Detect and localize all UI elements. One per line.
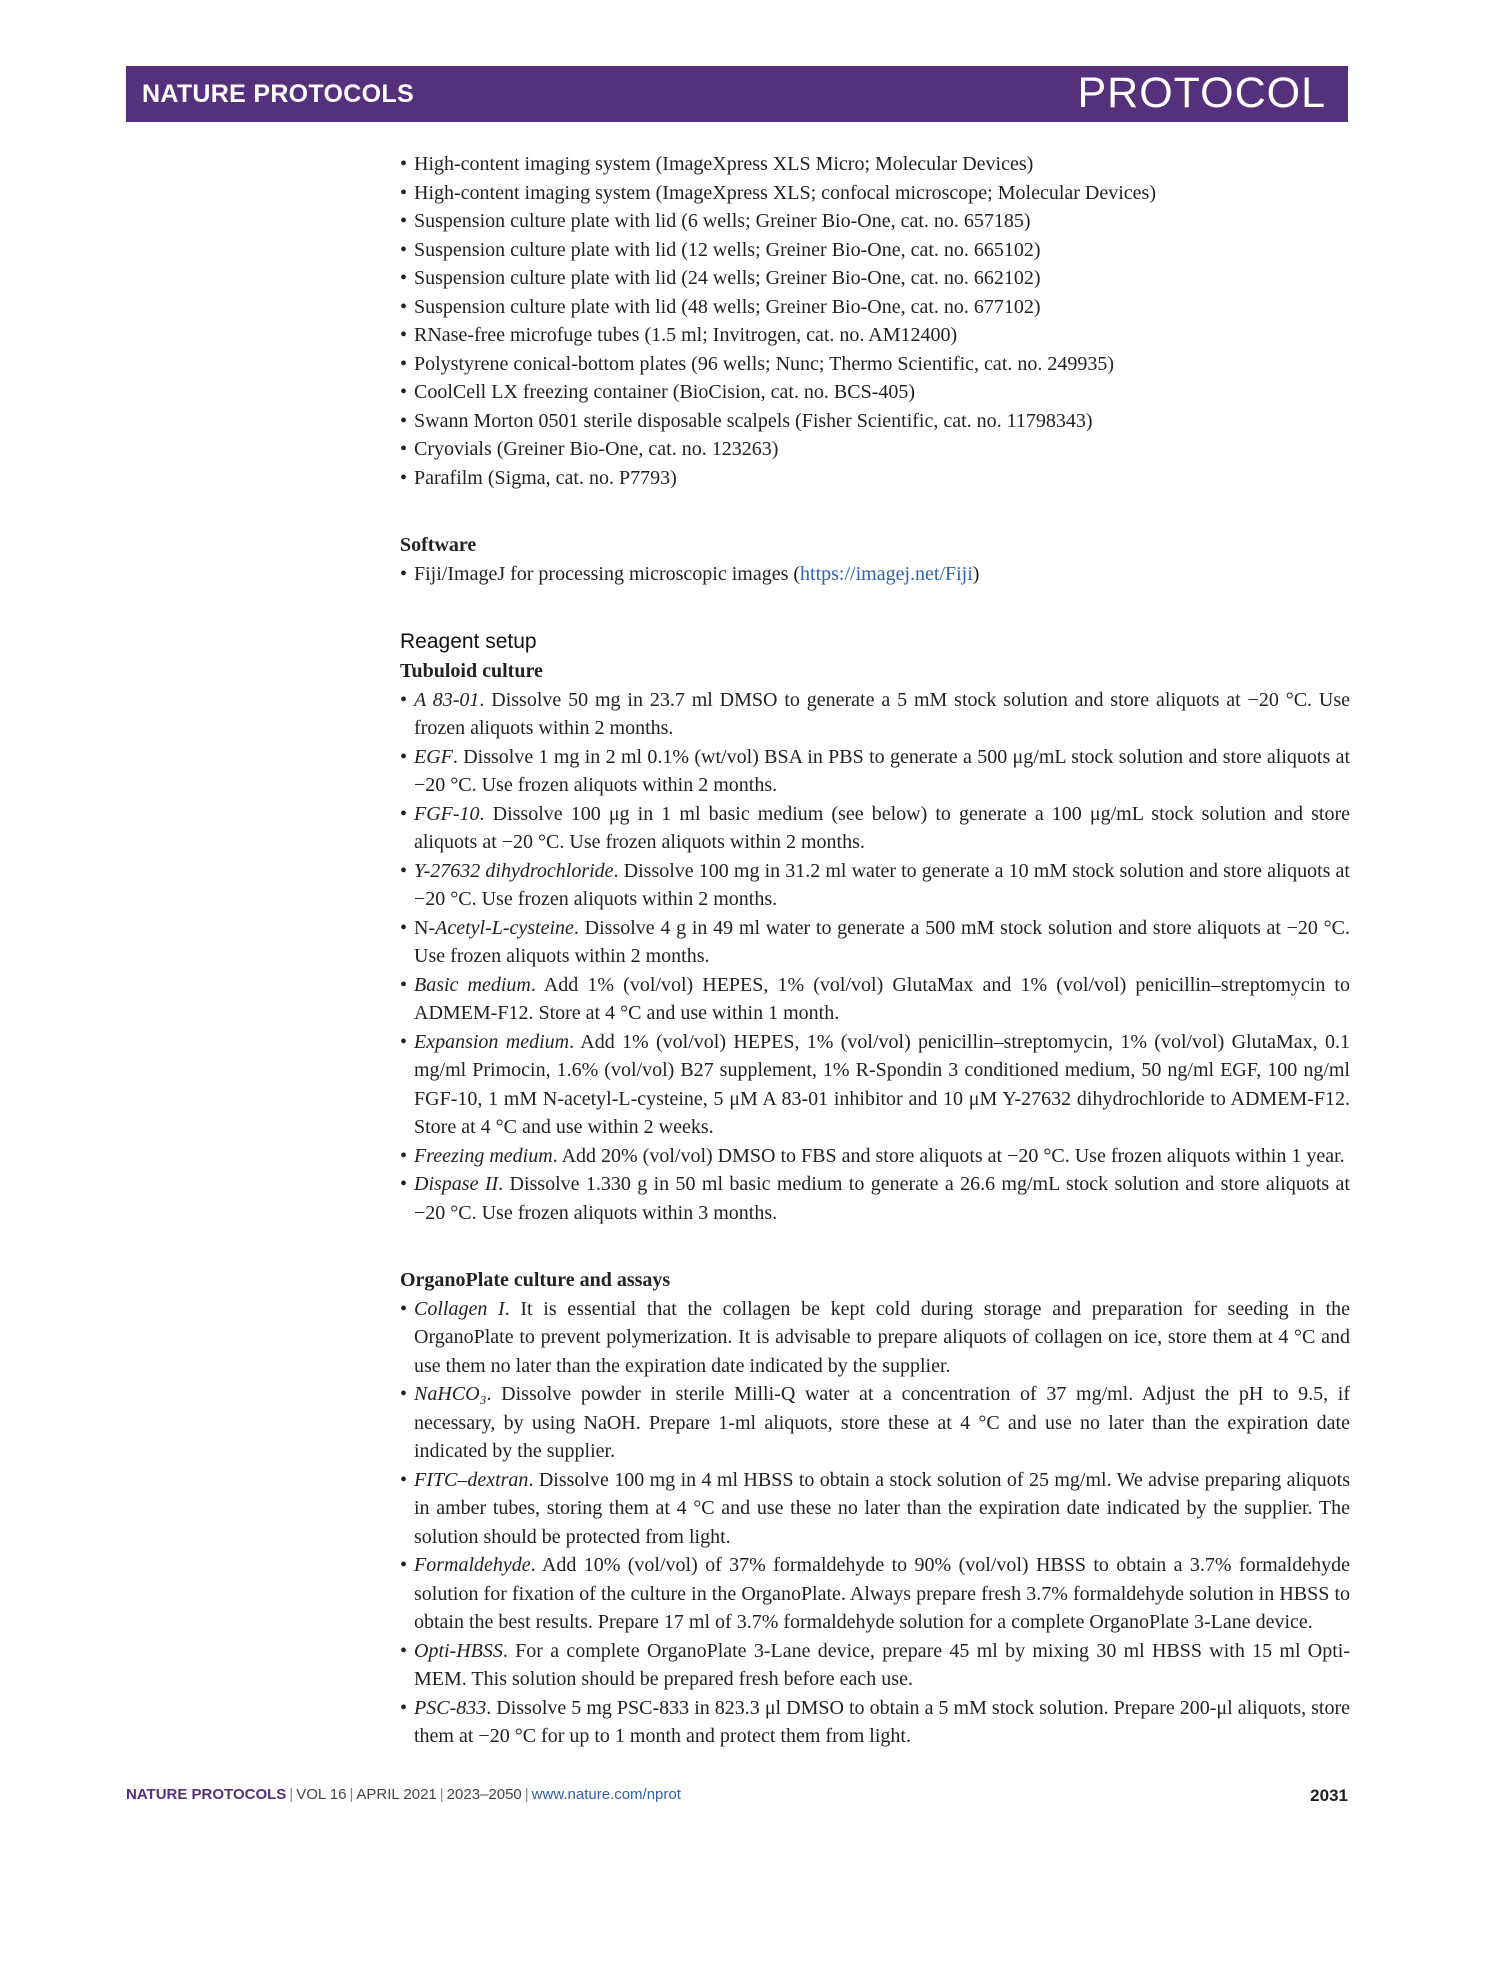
- reagent-item: [400, 686, 1350, 743]
- reagent-description: . Dissolve 100 mg in 4 ml HBSS to obtain a stock solution of 25 mg/ml. We advise preparing aliquots in amber tubes, storing them at 4 °C and use these no later than the expiration date indicated by the supplier. The solution should be protected from light.: [414, 1468, 1350, 1548]
- page-number: 2031: [1310, 1786, 1348, 1805]
- reagent-item: [400, 1380, 1350, 1466]
- reagent-name: Collagen I: [414, 1297, 505, 1320]
- reagent-item: [400, 1551, 1350, 1637]
- reagent-name: Freezing medium: [414, 1144, 553, 1167]
- tubuloid-reagent-list: [400, 686, 1350, 1228]
- reagent-name: NaHCO₃: [414, 1383, 487, 1405]
- reagent-description: . Add 10% (vol/vol) of 37% formaldehyde to 90% (vol/vol) HBSS to obtain a 3.7% formaldehyde solution for fixation of the culture in the OrganoPlate. Always prepare fresh 3.7% formaldehyde solution in HBSS to obtain the best results. Prepare 17 ml of 3.7% formaldehyde solution for a complete OrganoPlate 3-Lane device.: [414, 1554, 1350, 1633]
- fiji-link[interactable]: https://imagej.net/Fiji: [800, 562, 973, 585]
- organoplate-reagent-list: [400, 1295, 1350, 1751]
- equipment-list: [400, 150, 1350, 492]
- reagent-description: . For a complete OrganoPlate 3-Lane device, prepare 45 ml by mixing 30 ml HBSS with 15 ml Opti-MEM. This solution should be prepared fresh before each use.: [414, 1639, 1350, 1690]
- reagent-item: • N-Acetyl-L-cysteine. Dissolve 4 g in 49 ml water to generate a 500 mM stock solution and store aliquots at −20 °C. Use frozen aliquots within 2 months.: [400, 914, 1350, 971]
- footer-date: APRIL 2021: [356, 1786, 437, 1803]
- list-item: • RNase-free microfuge tubes (1.5 ml; Invitrogen, cat. no. AM12400): [400, 321, 1350, 350]
- footer-journal: NATURE PROTOCOLS: [126, 1786, 287, 1803]
- reagent-description: . Dissolve powder in sterile Milli-Q water at a concentration of 37 mg/ml. Adjust the pH to 9.5, if necessary, by using NaOH. Prepare 1-ml aliquots, store these at 4 °C and use no later than the expiration date indicated by the supplier.: [414, 1383, 1350, 1462]
- article-type: PROTOCOL: [1077, 69, 1326, 117]
- reagent-name: A 83-01: [414, 688, 480, 711]
- reagent-name: Basic medium: [414, 973, 531, 996]
- footer-volume: VOL 16: [296, 1786, 347, 1803]
- list-item: • Suspension culture plate with lid (12 wells; Greiner Bio-One, cat. no. 665102): [400, 236, 1350, 265]
- reagent-description: . Dissolve 1 mg in 2 ml 0.1% (wt/vol) BSA in PBS to generate a 500 μg/mL stock solution and store aliquots at −20 °C. Use frozen aliquots within 2 months.: [414, 745, 1350, 796]
- reagent-name: Acetyl-L-cysteine: [435, 916, 574, 939]
- reagent-item: [400, 1694, 1350, 1751]
- footer-url[interactable]: www.nature.com/nprot: [531, 1786, 681, 1803]
- list-item: • Suspension culture plate with lid (24 wells; Greiner Bio-One, cat. no. 662102): [400, 264, 1350, 293]
- journal-name: NATURE PROTOCOLS: [142, 80, 414, 108]
- list-item: • Fiji/ImageJ for processing microscopic images (https://imagej.net/Fiji): [400, 560, 1350, 589]
- organoplate-heading: OrganoPlate culture and assays: [400, 1269, 671, 1291]
- list-item: • High-content imaging system (ImageXpress XLS Micro; Molecular Devices): [400, 150, 1350, 179]
- list-item: • Suspension culture plate with lid (6 wells; Greiner Bio-One, cat. no. 657185): [400, 207, 1350, 236]
- header-banner: [126, 66, 1348, 122]
- reagent-setup-heading: Reagent setup: [400, 630, 537, 653]
- reagent-description: . Add 20% (vol/vol) DMSO to FBS and store aliquots at −20 °C. Use frozen aliquots within 1 year.: [552, 1144, 1345, 1167]
- reagent-name: Opti-HBSS: [414, 1639, 503, 1662]
- reagent-name: PSC-833: [414, 1696, 487, 1719]
- reagent-item: [400, 857, 1350, 914]
- reagent-description: . Dissolve 100 μg in 1 ml basic medium (see below) to generate a 100 μg/mL stock solution and store aliquots at −20 °C. Use frozen aliquots within 2 months.: [414, 802, 1350, 853]
- reagent-item: [400, 1637, 1350, 1694]
- list-item: • CoolCell LX freezing container (BioCision, cat. no. BCS-405): [400, 378, 1350, 407]
- reagent-item: [400, 1295, 1350, 1381]
- article-body: [400, 150, 1350, 1751]
- reagent-item: [400, 1142, 1350, 1171]
- reagent-description: . Add 1% (vol/vol) HEPES, 1% (vol/vol) penicillin–streptomycin, 1% (vol/vol) GlutaMax, 0.1 mg/ml Primocin, 1.6% (vol/vol) B27 supplement, 1% R-Spondin 3 conditioned medium, 50 ng/ml EGF, 100 ng/ml FGF-10, 1 mM N-acetyl-L-cysteine, 5 μM A 83-01 inhibitor and 10 μM Y-27632 dihydrochloride to ADMEM-F12. Store at 4 °C and use within 2 weeks.: [414, 1030, 1350, 1138]
- tubuloid-heading: Tubuloid culture: [400, 660, 543, 682]
- reagent-name: FGF-10: [414, 802, 480, 825]
- reagent-name: Dispase II: [414, 1173, 499, 1195]
- reagent-item: [400, 971, 1350, 1028]
- list-item: • Suspension culture plate with lid (48 wells; Greiner Bio-One, cat. no. 677102): [400, 293, 1350, 322]
- reagent-name: Y-27632 dihydrochloride: [414, 859, 614, 882]
- software-heading: Software: [400, 534, 477, 556]
- list-item: • Swann Morton 0501 sterile disposable scalpels (Fisher Scientific, cat. no. 11798343): [400, 407, 1350, 436]
- reagent-item: [400, 1170, 1350, 1227]
- footer-pages: 2023–2050: [446, 1786, 522, 1803]
- reagent-description: . It is essential that the collagen be kept cold during storage and preparation for seeding in the OrganoPlate to prevent polymerization. It is advisable to prepare aliquots of collagen on ice, store them at 4 °C and use them no later than the expiration date indicated by the supplier.: [414, 1297, 1350, 1377]
- reagent-item: [400, 800, 1350, 857]
- reagent-item: [400, 1028, 1350, 1142]
- reagent-description: . Dissolve 1.330 g in 50 ml basic medium to generate a 26.6 mg/mL stock solution and store aliquots at −20 °C. Use frozen aliquots within 3 months.: [414, 1173, 1350, 1224]
- reagent-name: Expansion medium: [414, 1030, 570, 1053]
- reagent-item: [400, 743, 1350, 800]
- reagent-description: . Dissolve 100 mg in 31.2 ml water to generate a 10 mM stock solution and store aliquots at −20 °C. Use frozen aliquots within 2 months.: [414, 859, 1350, 910]
- reagent-name: Formaldehyde: [414, 1554, 531, 1576]
- list-item: • High-content imaging system (ImageXpress XLS; confocal microscope; Molecular Devices): [400, 179, 1350, 208]
- reagent-name: EGF: [414, 745, 453, 768]
- page-footer: NATURE PROTOCOLS | VOL 16 | APRIL 2021 | 2023–2050 | www.nature.com/nprot 2031: [126, 1786, 1348, 1805]
- list-item: • Polystyrene conical-bottom plates (96 wells; Nunc; Thermo Scientific, cat. no. 249935): [400, 350, 1350, 379]
- reagent-name: FITC–dextran: [414, 1468, 529, 1491]
- reagent-description: . Dissolve 50 mg in 23.7 ml DMSO to generate a 5 mM stock solution and store aliquots at −20 °C. Use frozen aliquots within 2 months.: [414, 688, 1350, 739]
- list-item: • Parafilm (Sigma, cat. no. P7793): [400, 464, 1350, 493]
- list-item: • Cryovials (Greiner Bio-One, cat. no. 123263): [400, 435, 1350, 464]
- reagent-description: . Dissolve 4 g in 49 ml water to generate a 500 mM stock solution and store aliquots at −20 °C. Use frozen aliquots within 2 months.: [414, 916, 1350, 967]
- reagent-item: [400, 1466, 1350, 1552]
- software-list: [400, 560, 1350, 589]
- reagent-description: . Add 1% (vol/vol) HEPES, 1% (vol/vol) GlutaMax and 1% (vol/vol) penicillin–streptomycin to ADMEM-F12. Store at 4 °C and use within 1 month.: [414, 973, 1350, 1024]
- reagent-description: . Dissolve 5 mg PSC-833 in 823.3 μl DMSO to obtain a 5 mM stock solution. Prepare 200-μl aliquots, store them at −20 °C for up to 1 month and protect them from light.: [414, 1696, 1350, 1747]
